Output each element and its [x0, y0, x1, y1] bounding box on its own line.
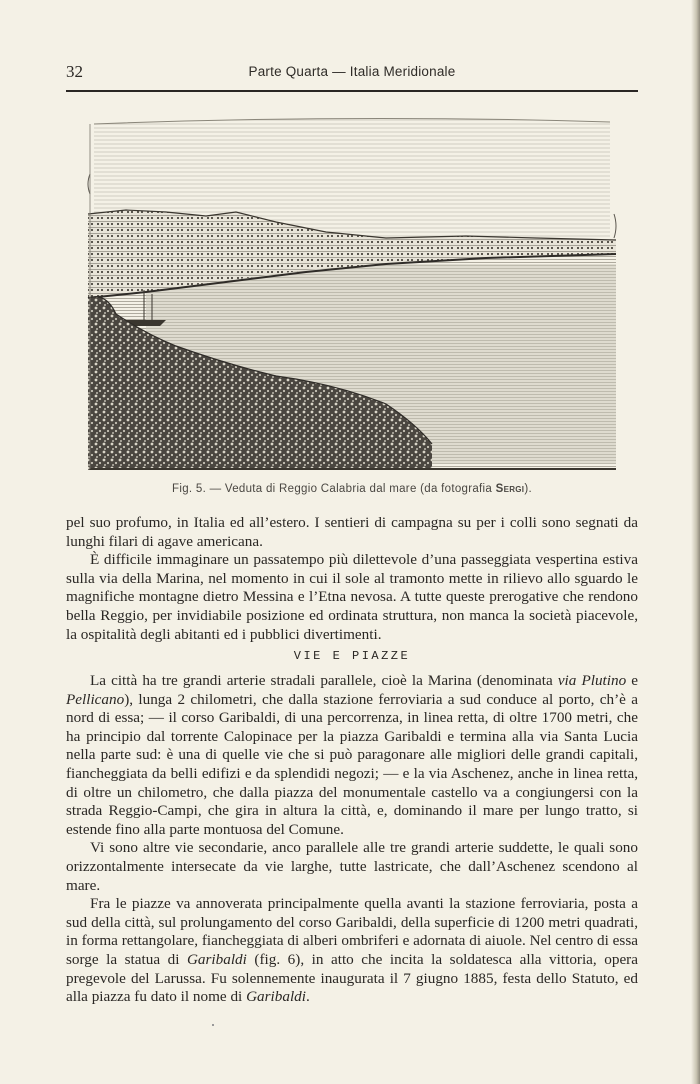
page-header [66, 62, 638, 86]
caption-text: Fig. 5. — Veduta di Reggio Calabria dal mare (da fotografia [172, 483, 496, 495]
ink-speck [212, 1024, 214, 1026]
running-title: Parte Quarta — Italia Meridionale [248, 64, 456, 79]
paragraph-2: È difficile immaginare un passatempo più dilettevole d’una passeggiata vespertina estiva sulla via della Marina, nel momento in cui il sole al tramonto mette in rilievo allo sguardo le magnifiche montagne dietro Messina e l’Etna nevosa. A tutte queste prerogative che rendono bella Reggio, per invidiabile posizione ed ordinata struttura, non manca la società piacevole, la ospitalità degli abitanti ed i pubblici divertimenti. [66, 551, 638, 643]
p5-text-b: (fig. 6), in atto che incita la soldatesca alla vittoria, opera pregevole del Larussa. Fu solennemente inaugurata il 7 giugno 1885, festa dello Statuto, ed alla piazza fu dato il nome di [66, 950, 638, 1006]
section-heading: VIE E PIAZZE [293, 649, 411, 663]
p5-statue-name: Garibaldi [186, 950, 247, 968]
paragraph-4: Vi sono altre vie secondarie, anco parallele alle tre grandi arterie suddette, le quali sono orizzontalmente intersecate da vie larghe, tutte lastricate, che dall’Aschenez scendono al mare. [66, 839, 638, 894]
page-number: 32 [66, 62, 83, 81]
p3-street-name-1: via Plutino [557, 672, 627, 689]
harbor-view-illustration [86, 114, 618, 470]
caption-suffix: ). [524, 483, 532, 495]
paragraph-1: pel suo profumo, in Italia ed all’estero. I sentieri di campagna su per i colli sono segnati da lunghi filari di agave americana. [66, 514, 638, 550]
caption-photographer: Sergi [495, 483, 525, 495]
p5-square-name: Garibaldi [246, 988, 306, 1006]
p5-text-c: . [306, 988, 310, 1006]
body-text-top [66, 514, 638, 644]
p5-text-a: Fra le piazze va annoverata principalmente quella avanti la stazione ferroviaria, posta a sud della città, sul prolungamento del corso Garibaldi, della superficie di 1200 metri quadrati, in forma rettangolare, fiancheggiata di alberi ombriferi e adornata di aiuole. Nel centro di essa sorge la statua di [66, 895, 638, 968]
figure-engraving [86, 114, 618, 470]
paragraph-3 [66, 672, 638, 839]
header-rule [66, 90, 638, 92]
p3-text-a: La città ha tre grandi arterie stradali parallele, cioè la Marina (denominata [90, 672, 558, 689]
body-text-bottom [66, 672, 638, 1007]
p3-street-name-2: Pellicano [66, 690, 125, 708]
paragraph-5 [66, 895, 638, 1007]
figure-caption [86, 483, 618, 495]
p3-text-b: e [626, 672, 638, 689]
p3-text-c: ), lunga 2 chilometri, che dalla stazione ferroviaria a sud conduce al porto, ch’è a nord di essa; — il corso Garibaldi, di una percorrenza, in linea retta, di oltre 1700 metri, che ha principio dal torrente Calopinace per la piazza Garibaldi e termina alla via Santa Lucia nella parte sud: è una di quelle vie che si può paragonare alle migliori delle grandi capitali, fiancheggiata da belli edifizi e da splendidi negozi; — e la via Aschenez, anche in linea retta, di oltre un chilometro, che dalla piazza del monumentale castello va a congiungersi con la strada Reggio-Campi, che gira in altura la città, e, dominando il mare per lungo tratto, si estende fino alla parte montuosa del Comune. [66, 690, 638, 838]
page-edge-shadow [691, 0, 700, 1084]
